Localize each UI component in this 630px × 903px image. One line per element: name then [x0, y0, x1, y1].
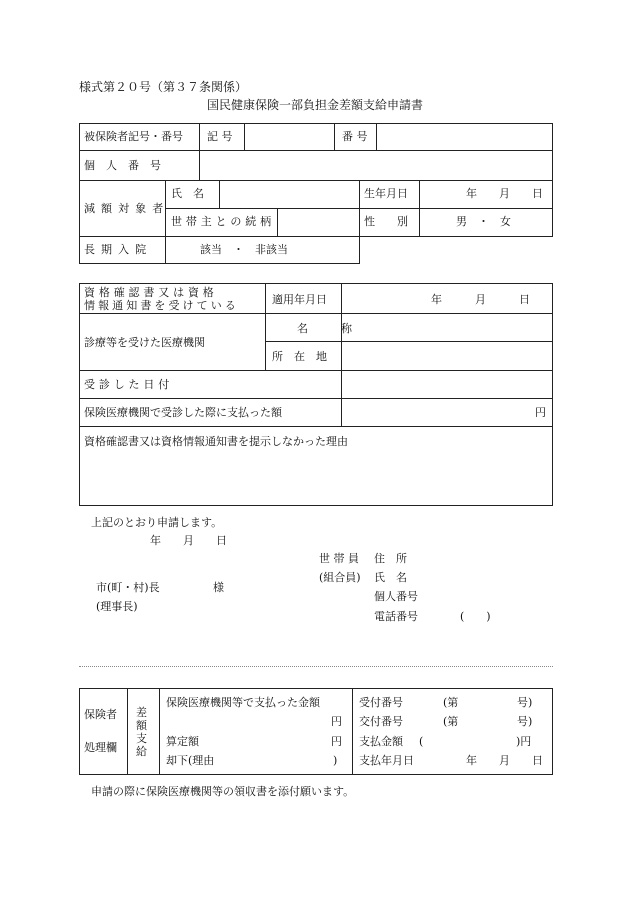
institution-address-field[interactable] [342, 342, 552, 369]
applicant-personal-number-label: 個人番号 [374, 590, 418, 603]
payment-date-value: 年 月 日 [466, 754, 543, 767]
birthdate-label: 生年月日 [364, 187, 408, 200]
symbol-field[interactable] [245, 124, 333, 149]
household-member-label: 世 帯 員 [319, 552, 359, 565]
reason-label: 資格確認書又は資格情報通知書を提示しなかった理由 [84, 435, 348, 448]
insurer-label: 保険者 [84, 708, 117, 721]
applicable-date-label: 適用年月日 [272, 293, 327, 306]
sex-label: 性 別 [364, 215, 408, 228]
applicable-date-value[interactable]: 年 月 日 [431, 293, 530, 306]
rejected-label: 却下(理由 [166, 754, 215, 767]
institution-address-label: 所 在 地 [272, 350, 327, 363]
applicant-phone-parens[interactable]: ( ) [460, 610, 491, 623]
processing-label: 処理欄 [84, 741, 117, 754]
receipt-number-prefix: (第 [443, 696, 459, 709]
insured-symbol-number-label: 被保険者記号・番号 [84, 130, 183, 143]
applicant-name-label: 氏 名 [374, 571, 407, 584]
rejected-close-paren: ) [333, 754, 338, 767]
chairman-label: (理事長) [96, 600, 138, 613]
paid-amount-yen: 円 [535, 406, 546, 419]
paid-at-institution-yen: 円 [331, 715, 342, 728]
symbol-label: 記 号 [207, 130, 233, 143]
union-member-label: (組合員) [319, 571, 361, 584]
calculated-yen: 円 [331, 735, 342, 748]
delivery-number-label: 交付番号 [359, 715, 403, 728]
cert-label-line1: 資格確認書又は資格 [84, 286, 218, 299]
applicant-phone-label: 電話番号 [374, 610, 418, 623]
relation-field[interactable] [278, 209, 358, 236]
cert-label-line2: 情報通知書を受けている [84, 299, 239, 312]
institution-name-field[interactable] [342, 314, 552, 340]
relation-label: 世帯主との続柄 [171, 215, 275, 228]
payment-amount-open: ( [419, 735, 424, 748]
form-title: 国民健康保険一部負担金差額支給申請書 [207, 98, 424, 112]
payment-amount-label: 支払金額 [359, 735, 403, 748]
personal-number-field[interactable] [200, 151, 552, 179]
cut-line [79, 666, 553, 667]
target-name-label: 氏 名 [171, 187, 204, 200]
number-label: 番 号 [342, 130, 368, 143]
honorific-sama: 様 [213, 581, 224, 594]
reason-field[interactable] [80, 452, 552, 505]
receipt-number-label: 受付番号 [359, 696, 403, 709]
application-date[interactable]: 年 月 日 [150, 534, 227, 547]
calculated-label: 算定額 [166, 735, 199, 748]
reduced-target-label: 減額対象者 [84, 202, 170, 215]
application-statement: 上記のとおり申請します。 [91, 516, 223, 529]
birthdate-value[interactable]: 年 月 日 [466, 187, 543, 200]
paid-amount-field[interactable] [342, 399, 532, 425]
personal-number-label: 個 人 番 号 [84, 159, 161, 172]
form-number: 様式第２０号（第３７条関係） [79, 80, 248, 94]
paid-at-institution-label: 保険医療機関等で支払った金額 [166, 696, 320, 709]
payment-date-label: 支払年月日 [359, 754, 414, 767]
delivery-number-prefix: (第 [443, 715, 459, 728]
visit-date-label: 受診した日付 [84, 378, 174, 391]
difference-payment-label: 差額支給 [136, 706, 147, 758]
visit-date-field[interactable] [342, 371, 552, 397]
long-term-options[interactable]: 該当 ・ 非該当 [200, 243, 288, 256]
receipt-number-suffix: 号) [517, 696, 533, 709]
institution-name-label: 名 称 [297, 322, 352, 335]
delivery-number-suffix: 号) [517, 715, 533, 728]
institution-label: 診療等を受けた医療機関 [84, 336, 205, 349]
sex-options[interactable]: 男 ・ 女 [456, 215, 511, 228]
target-name-field[interactable] [220, 181, 358, 207]
mayor-label: 市(町・村)長 [96, 581, 160, 594]
footer-note: 申請の際に保険医療機関等の領収書を添付願います。 [91, 785, 355, 798]
number-field[interactable] [377, 124, 552, 149]
long-term-label: 長期入院 [84, 243, 153, 256]
applicant-address-label: 住 所 [374, 552, 407, 565]
paid-amount-label: 保険医療機関で受診した際に支払った額 [84, 406, 282, 419]
payment-amount-close: )円 [516, 735, 532, 748]
